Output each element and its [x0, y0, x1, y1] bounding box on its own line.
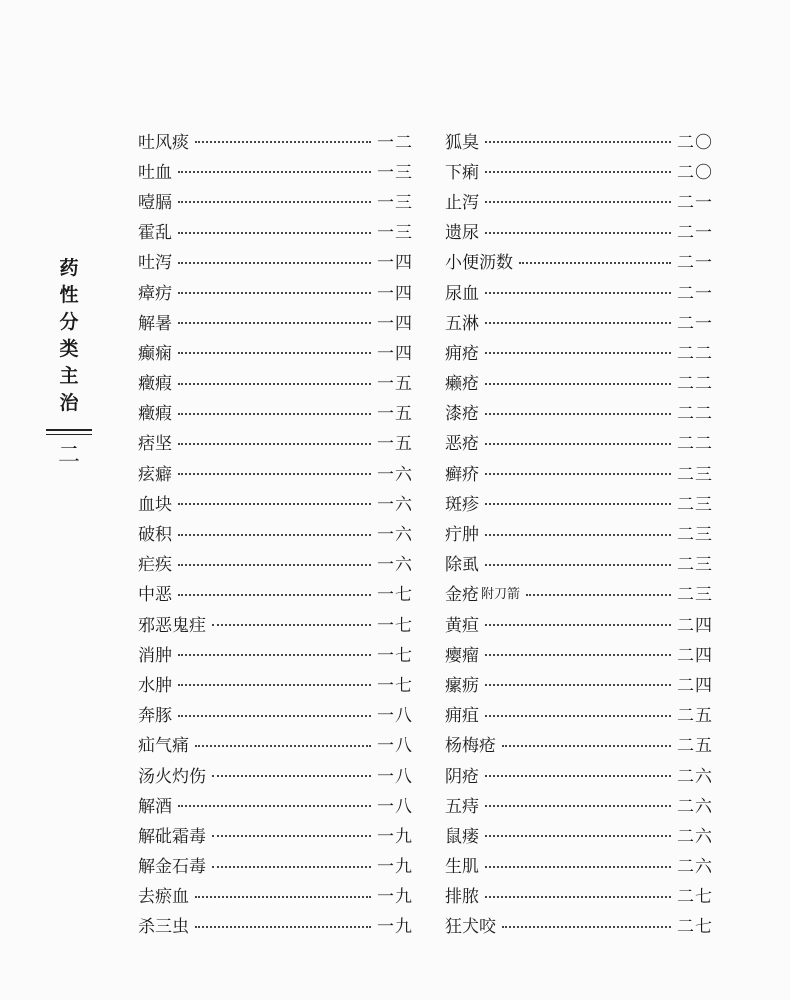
dot-leader [195, 141, 371, 143]
toc-entry-term: 水肿 [138, 675, 172, 696]
toc-entry-page: 一七 [377, 645, 413, 666]
toc-entry-term: 瘿瘤 [445, 645, 479, 666]
toc-entry[interactable] [445, 578, 713, 608]
dot-leader [178, 503, 371, 505]
dot-leader [485, 322, 671, 324]
toc-entry-page: 二〇 [677, 132, 713, 153]
toc-entry[interactable] [445, 608, 713, 638]
dot-leader [178, 654, 371, 656]
toc-entry[interactable] [445, 336, 713, 366]
running-title-char: 分 [59, 311, 79, 333]
toc-entry-page: 二二 [677, 434, 713, 455]
dot-leader [485, 775, 671, 777]
toc-entry-term: 排脓 [445, 887, 479, 908]
dot-leader [212, 624, 371, 626]
dot-leader [195, 896, 371, 898]
dot-leader [502, 926, 671, 928]
toc-entry-page: 一四 [377, 343, 413, 364]
toc-entry[interactable] [138, 336, 413, 366]
dot-leader [485, 805, 671, 807]
dot-leader [178, 594, 371, 596]
toc-entry-page: 一八 [377, 736, 413, 757]
toc-entry-term: 斑疹 [445, 494, 479, 515]
toc-entry[interactable] [445, 910, 713, 940]
dot-leader [485, 654, 671, 656]
dot-leader [485, 564, 671, 566]
toc-entry-page: 一七 [377, 585, 413, 606]
toc-entry-page: 一九 [377, 887, 413, 908]
toc-entry-page: 二一 [677, 192, 713, 213]
toc-entry-term: 血块 [138, 494, 172, 515]
toc-entry-page: 二三 [677, 555, 713, 576]
toc-entry[interactable] [445, 850, 713, 880]
toc-entry[interactable] [445, 819, 713, 849]
toc-entry[interactable] [138, 427, 413, 457]
toc-entry-term: 疟疾 [138, 555, 172, 576]
running-title-char: 药 [59, 257, 79, 279]
toc-entry-term: 狂犬咬 [445, 917, 496, 938]
dot-leader [195, 745, 371, 747]
page-number: 二 [57, 443, 80, 468]
toc-entry-term: 奔豚 [138, 706, 172, 727]
toc-entry-term: 杀三虫 [138, 917, 189, 938]
toc-entry-page: 二五 [677, 706, 713, 727]
toc-entry[interactable] [138, 880, 413, 910]
toc-entry-page: 二一 [677, 313, 713, 334]
toc-entry[interactable] [138, 276, 413, 306]
toc-entry[interactable] [138, 850, 413, 880]
dot-leader [485, 413, 671, 415]
toc-entry[interactable] [445, 155, 713, 185]
toc-entry[interactable] [445, 517, 713, 547]
toc-entry-page: 一七 [377, 615, 413, 636]
toc-entry-page: 一八 [377, 796, 413, 817]
dot-leader [178, 715, 371, 717]
toc-entry[interactable] [138, 306, 413, 336]
toc-entry-term: 生肌 [445, 857, 479, 878]
toc-entry-term: 痈疮 [445, 343, 479, 364]
toc-entry-term: 癫痫 [138, 343, 172, 364]
toc-entry-page: 二七 [677, 887, 713, 908]
running-title-char: 类 [59, 338, 79, 360]
toc-entry[interactable] [138, 729, 413, 759]
toc-entry-term: 漆疮 [445, 404, 479, 425]
toc-entry-page: 一九 [377, 917, 413, 938]
toc-column-left [138, 125, 413, 940]
dot-leader [485, 383, 671, 385]
toc-entry[interactable] [445, 246, 713, 276]
dot-leader [178, 171, 371, 173]
toc-entry-term: 噎膈 [138, 192, 172, 213]
dot-leader [485, 352, 671, 354]
toc-entry[interactable] [138, 457, 413, 487]
toc-entry-note: 附刀箭 [481, 587, 521, 603]
toc-entry[interactable] [445, 185, 713, 215]
toc-entry-page: 二六 [677, 826, 713, 847]
toc-entry[interactable] [138, 185, 413, 215]
toc-entry-page: 一三 [377, 192, 413, 213]
toc-entry-page: 二四 [677, 645, 713, 666]
toc-entry[interactable] [445, 216, 713, 246]
toc-entry-page: 一六 [377, 555, 413, 576]
toc-entry-page: 一四 [377, 283, 413, 304]
toc-entry-term: 瘰疬 [445, 675, 479, 696]
dot-leader [178, 232, 371, 234]
dot-leader [485, 503, 671, 505]
toc-entry[interactable] [445, 306, 713, 336]
running-title-char: 主 [59, 365, 79, 387]
dot-leader [502, 745, 671, 747]
toc-entry-term: 尿血 [445, 283, 479, 304]
toc-entry[interactable] [138, 910, 413, 940]
toc-entry-term: 癞疮 [445, 374, 479, 395]
toc-entry[interactable] [138, 608, 413, 638]
toc-entry-term: 癥瘕 [138, 374, 172, 395]
toc-entry-page: 一六 [377, 464, 413, 485]
toc-entry-page: 二四 [677, 615, 713, 636]
toc-entry[interactable] [445, 457, 713, 487]
running-title [59, 255, 78, 417]
dot-leader [178, 262, 371, 264]
toc-entry-term: 杨梅疮 [445, 736, 496, 757]
toc-entry-term: 痞坚 [138, 434, 172, 455]
toc-entry-term: 阴疮 [445, 766, 479, 787]
toc-entry-page: 一三 [377, 162, 413, 183]
toc-entry-term: 破积 [138, 525, 172, 546]
toc-entry[interactable] [445, 759, 713, 789]
toc-entry[interactable] [138, 246, 413, 276]
dot-leader [526, 594, 671, 596]
toc-entry-term: 去瘀血 [138, 887, 189, 908]
toc-entry-page: 一五 [377, 404, 413, 425]
toc-entry-page: 一四 [377, 313, 413, 334]
toc-entry[interactable] [445, 276, 713, 306]
toc-entry[interactable] [138, 155, 413, 185]
dot-leader [485, 534, 671, 536]
toc-entry-term: 瘴疠 [138, 283, 172, 304]
toc-entry[interactable] [445, 397, 713, 427]
toc-entry[interactable] [138, 578, 413, 608]
toc-entry-term: 痈疽 [445, 706, 479, 727]
toc-entry[interactable] [445, 729, 713, 759]
toc-entry[interactable] [138, 517, 413, 547]
dot-leader [212, 835, 371, 837]
dot-leader [178, 684, 371, 686]
dot-leader [178, 534, 371, 536]
dot-leader [178, 352, 371, 354]
toc-entry[interactable] [138, 548, 413, 578]
dot-leader [485, 835, 671, 837]
toc-entry[interactable] [445, 668, 713, 698]
toc-entry[interactable] [138, 759, 413, 789]
running-title-char: 治 [59, 392, 79, 414]
toc-entry-page: 二六 [677, 766, 713, 787]
toc-entry-term: 恶疮 [445, 434, 479, 455]
toc-entry[interactable] [138, 638, 413, 668]
toc-entry-term: 解酒 [138, 796, 172, 817]
toc-entry-term: 癥瘕 [138, 404, 172, 425]
divider-thick [46, 429, 92, 431]
toc-column-right [445, 125, 713, 940]
side-margin [44, 255, 94, 469]
dot-leader [485, 624, 671, 626]
dot-leader [485, 866, 671, 868]
toc-entry-term: 吐泻 [138, 253, 172, 274]
dot-leader [212, 775, 371, 777]
toc-entry-term: 解暑 [138, 313, 172, 334]
toc-entry-term: 疝气痛 [138, 736, 189, 757]
divider-thin [46, 434, 92, 435]
dot-leader [485, 171, 671, 173]
toc-entry-term: 小便沥数 [445, 253, 513, 274]
toc-entry[interactable] [445, 638, 713, 668]
toc-entry-term: 止泻 [445, 192, 479, 213]
toc-entry-term: 癣疥 [445, 464, 479, 485]
toc-entry-term: 吐风痰 [138, 132, 189, 153]
dot-leader [485, 292, 671, 294]
toc-entry-term: 消肿 [138, 645, 172, 666]
toc-entry-term: 霍乱 [138, 223, 172, 244]
toc-entry-page: 二二 [677, 343, 713, 364]
toc-entry-term: 中恶 [138, 585, 172, 606]
toc-entry-page: 一五 [377, 434, 413, 455]
toc-entry-page: 一五 [377, 374, 413, 395]
toc-entry[interactable] [445, 789, 713, 819]
running-title-char: 性 [59, 284, 79, 306]
dot-leader [485, 684, 671, 686]
toc-entry[interactable] [138, 125, 413, 155]
dot-leader [485, 141, 671, 143]
dot-leader [178, 564, 371, 566]
toc-entry[interactable] [445, 548, 713, 578]
toc-entry-page: 一四 [377, 253, 413, 274]
toc-entry-term: 遗尿 [445, 223, 479, 244]
dot-leader [178, 322, 371, 324]
toc-entry[interactable] [138, 367, 413, 397]
toc-entry-page: 二三 [677, 525, 713, 546]
toc-entry-term: 鼠瘘 [445, 826, 479, 847]
toc-entry-term: 解砒霜毒 [138, 826, 206, 847]
toc-entry-page: 二三 [677, 494, 713, 515]
toc-entry[interactable] [138, 819, 413, 849]
toc-entry-term: 除虱 [445, 555, 479, 576]
toc-entry-page: 一七 [377, 675, 413, 696]
toc-entry[interactable] [138, 668, 413, 698]
toc-entry[interactable] [138, 699, 413, 729]
toc-entry-page: 二一 [677, 253, 713, 274]
toc-entry-term: 吐血 [138, 162, 172, 183]
toc-entry-term: 邪恶鬼疰 [138, 615, 206, 636]
toc-entry-page: 二六 [677, 796, 713, 817]
dot-leader [485, 896, 671, 898]
toc-entry-term: 下痢 [445, 162, 479, 183]
toc-entry-page: 二一 [677, 223, 713, 244]
toc-entry[interactable] [138, 397, 413, 427]
toc-entry-term: 黄疸 [445, 615, 479, 636]
toc-entry[interactable] [445, 125, 713, 155]
toc-entry-page: 二六 [677, 857, 713, 878]
toc-entry-page: 一六 [377, 494, 413, 515]
dot-leader [485, 473, 671, 475]
toc-entry-page: 一八 [377, 706, 413, 727]
toc-entry-page: 一九 [377, 857, 413, 878]
toc-entry-page: 一八 [377, 766, 413, 787]
dot-leader [178, 805, 371, 807]
toc-entry-page: 二三 [677, 464, 713, 485]
toc-entry-page: 一六 [377, 525, 413, 546]
dot-leader [178, 201, 371, 203]
toc-entry[interactable] [138, 789, 413, 819]
dot-leader [178, 443, 371, 445]
toc-entry-page: 二〇 [677, 162, 713, 183]
toc-entry[interactable] [445, 367, 713, 397]
dot-leader [485, 443, 671, 445]
toc-entry-page: 二五 [677, 736, 713, 757]
toc-entry-page: 一三 [377, 223, 413, 244]
toc-entry-term: 痃癖 [138, 464, 172, 485]
dot-leader [178, 383, 371, 385]
dot-leader [178, 413, 371, 415]
toc-entry-term: 汤火灼伤 [138, 766, 206, 787]
dot-leader [519, 262, 671, 264]
toc-entry[interactable] [138, 487, 413, 517]
toc-entry-page: 二四 [677, 675, 713, 696]
toc-entry[interactable] [445, 880, 713, 910]
dot-leader [485, 232, 671, 234]
dot-leader [178, 473, 371, 475]
toc-entry-term: 金疮 [445, 585, 479, 606]
toc-entry-page: 二一 [677, 283, 713, 304]
toc-entry-term: 狐臭 [445, 132, 479, 153]
toc-entry-page: 二二 [677, 404, 713, 425]
toc-entry-term: 解金石毒 [138, 857, 206, 878]
toc-entry-page: 一九 [377, 826, 413, 847]
toc-entry[interactable] [445, 699, 713, 729]
toc-entry-page: 二二 [677, 374, 713, 395]
dot-leader [485, 715, 671, 717]
toc-entry-page: 二三 [677, 585, 713, 606]
toc-entry[interactable] [138, 216, 413, 246]
toc-entry-term: 五痔 [445, 796, 479, 817]
toc-entry[interactable] [445, 487, 713, 517]
dot-leader [178, 292, 371, 294]
toc-entry-term: 五淋 [445, 313, 479, 334]
dot-leader [485, 201, 671, 203]
dot-leader [212, 866, 371, 868]
toc-entry-page: 一二 [377, 132, 413, 153]
toc-entry-page: 二七 [677, 917, 713, 938]
toc-entry[interactable] [445, 427, 713, 457]
toc-entry-term: 疔肿 [445, 525, 479, 546]
dot-leader [195, 926, 371, 928]
